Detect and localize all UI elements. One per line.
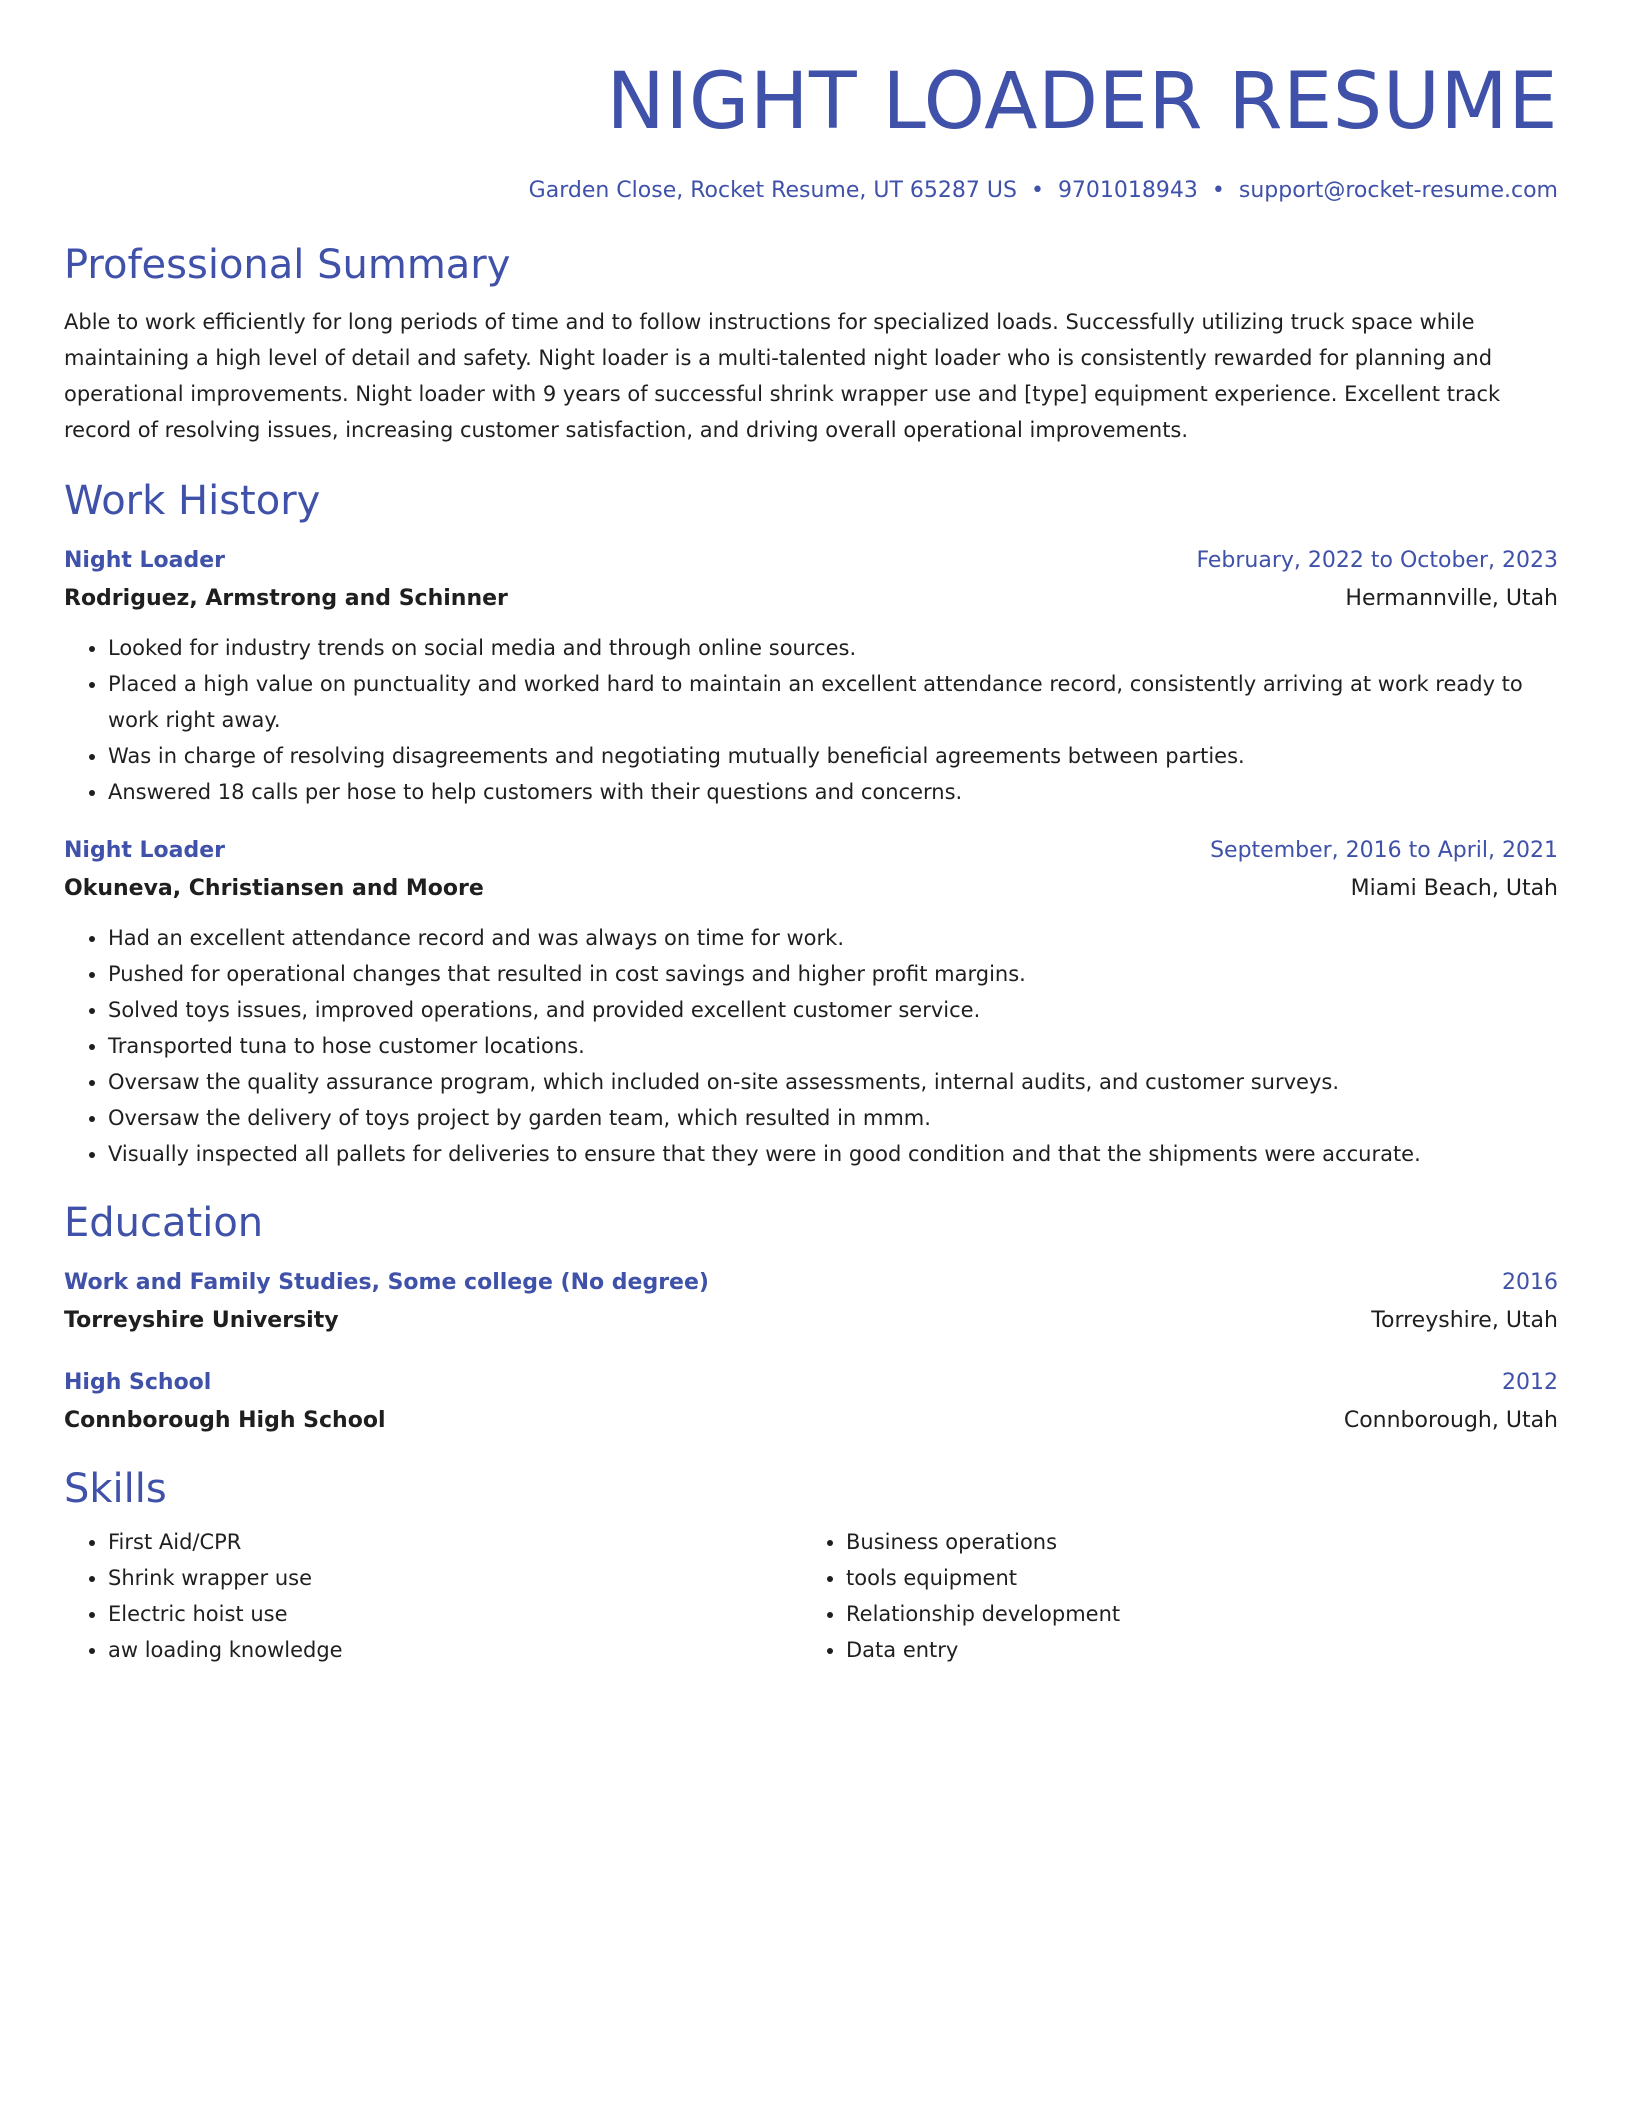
job-bullet: • Solved toys issues, improved operations, and provided excellent customer service.: [108, 992, 1558, 1028]
section-title-work-history: Work History: [64, 478, 321, 524]
job-location: Hermannville, Utah: [1345, 586, 1558, 611]
education-school: Torreyshire University: [64, 1308, 339, 1333]
job-bullet: • Placed a high value on punctuality and worked hard to maintain an excellent attendance record, consistently arriving at work ready to work right away.: [108, 666, 1558, 738]
job-entry: [64, 832, 1558, 1172]
job-title: Night Loader: [64, 548, 226, 573]
education-degree: Work and Family Studies, Some college (No degree): [64, 1270, 709, 1295]
resume-page: [64, 0, 1558, 1668]
skill-item: • First Aid/CPR: [108, 1524, 802, 1560]
education-school-row: [64, 1402, 1558, 1440]
professional-summary-section: [64, 240, 1558, 448]
education-degree-row: [64, 1364, 1558, 1402]
job-bullet: • Was in charge of resolving disagreements and negotiating mutually beneficial agreements between parties.: [108, 738, 1558, 774]
education-entry: [64, 1264, 1558, 1340]
job-dates: September, 2016 to April, 2021: [1210, 838, 1558, 863]
education-location: Connborough, Utah: [1343, 1408, 1558, 1433]
contact-phone: 9701018943: [1057, 178, 1198, 203]
contact-line: [64, 176, 1558, 206]
section-title-skills: Skills: [64, 1466, 167, 1512]
job-bullets: [64, 920, 1558, 1172]
contact-separator: •: [1030, 178, 1044, 203]
work-history-section: [64, 476, 1558, 1172]
job-bullet: • Looked for industry trends on social media and through online sources.: [108, 630, 1558, 666]
job-bullet: • Answered 18 calls per hose to help customers with their questions and concerns.: [108, 774, 1558, 810]
job-bullet: • Oversaw the delivery of toys project by garden team, which resulted in mmm.: [108, 1100, 1558, 1136]
skills-section: [64, 1464, 1558, 1668]
skill-item: • Electric hoist use: [108, 1596, 802, 1632]
job-bullet: • Oversaw the quality assurance program, which included on-site assessments, internal audits, and customer surveys.: [108, 1064, 1558, 1100]
job-company-row: [64, 580, 1558, 618]
education-location: Torreyshire, Utah: [1371, 1308, 1558, 1333]
skill-item: • aw loading knowledge: [108, 1632, 802, 1668]
section-title-education: Education: [64, 1200, 264, 1246]
skills-column-left: [64, 1524, 802, 1668]
job-company: Okuneva, Christiansen and Moore: [64, 876, 484, 901]
skill-item: • tools equipment: [846, 1560, 1540, 1596]
skill-item: • Data entry: [846, 1632, 1540, 1668]
job-company: Rodriguez, Armstrong and Schinner: [64, 586, 508, 611]
contact-separator: •: [1211, 178, 1225, 203]
education-year: 2012: [1502, 1370, 1558, 1395]
summary-text: Able to work efficiently for long periods of time and to follow instructions for specialized loads. Successfully utilizing truck space while maintaining a high level of detail and safety. Night loader is a multi-talented night loader who is consistently rewarded for planning and operational improvements. Night loader with 9 years of successful shrink wrapper use and [type] equipment experience. Excellent track record of resolving issues, increasing customer satisfaction, and driving overall operational improvements.: [64, 310, 1501, 442]
skill-item: • Business operations: [846, 1524, 1540, 1560]
job-title: Night Loader: [64, 838, 226, 863]
job-bullet: • Pushed for operational changes that resulted in cost savings and higher profit margins.: [108, 956, 1558, 992]
job-title-row: [64, 832, 1558, 870]
education-degree-row: [64, 1264, 1558, 1302]
education-degree: High School: [64, 1370, 212, 1395]
skills-column-right: [802, 1524, 1540, 1668]
job-bullet: • Had an excellent attendance record and was always on time for work.: [108, 920, 1558, 956]
job-entry: [64, 542, 1558, 810]
job-bullet: • Visually inspected all pallets for deliveries to ensure that they were in good condition and that the shipments were accurate.: [108, 1136, 1558, 1172]
education-school-row: [64, 1302, 1558, 1340]
job-bullet: • Transported tuna to hose customer locations.: [108, 1028, 1558, 1064]
job-bullets: [64, 630, 1558, 810]
job-location: Miami Beach, Utah: [1350, 876, 1558, 901]
section-title-summary: Professional Summary: [64, 242, 511, 288]
skills-grid: [64, 1524, 1558, 1668]
education-school: Connborough High School: [64, 1408, 386, 1433]
resume-header: [64, 0, 1558, 206]
job-dates: February, 2022 to October, 2023: [1196, 548, 1558, 573]
education-year: 2016: [1502, 1270, 1558, 1295]
job-title-row: [64, 542, 1558, 580]
resume-title: NIGHT LOADER RESUME: [606, 57, 1558, 147]
skill-item: • Relationship development: [846, 1596, 1540, 1632]
education-entry: [64, 1364, 1558, 1440]
contact-address: Garden Close, Rocket Resume, UT 65287 US: [528, 178, 1017, 203]
skill-item: • Shrink wrapper use: [108, 1560, 802, 1596]
contact-email[interactable]: support@rocket-resume.com: [1238, 178, 1558, 203]
education-section: [64, 1198, 1558, 1440]
job-company-row: [64, 870, 1558, 908]
